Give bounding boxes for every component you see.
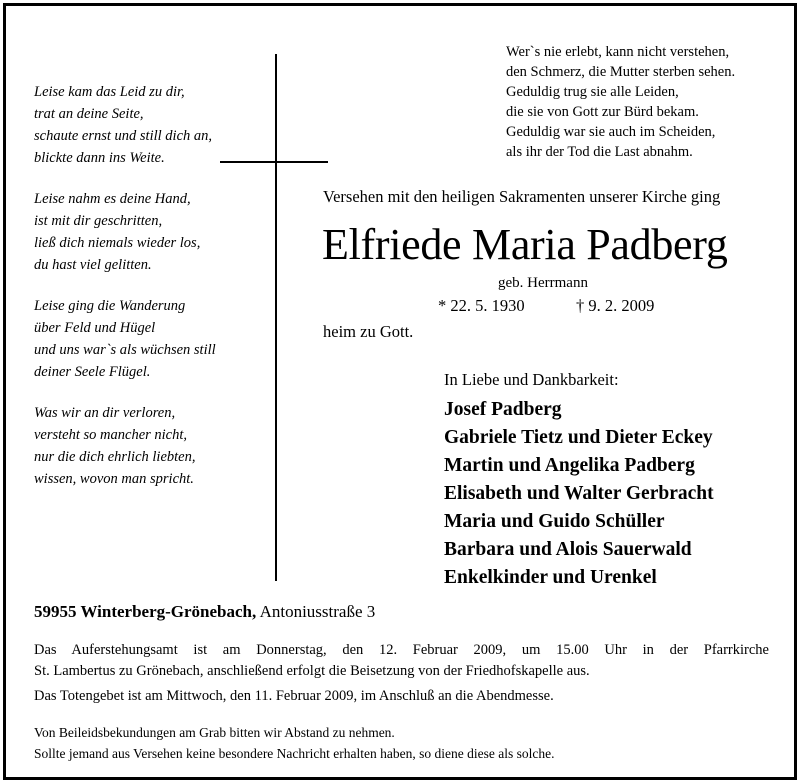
mourner-name: Barbara und Alois Sauerwald (444, 539, 692, 560)
home-line: heim zu Gott. (323, 322, 414, 341)
closing-line: Sollte jemand aus Versehen keine besondere Nachricht erhalten haben, so diene diese als solche. (34, 746, 555, 761)
funeral-line: St. Lambertus zu Grönebach, anschließend erfolgt die Beisetzung von der Friedhofskapelle aus. (34, 663, 590, 679)
obituary-notice (3, 3, 797, 780)
death-date: † 9. 2. 2009 (576, 296, 655, 315)
memorial-quote (506, 42, 796, 162)
gratitude-line: In Liebe und Dankbarkeit: (444, 370, 619, 389)
poem-line: trat an deine Seite, (34, 106, 144, 122)
poem-line: ließ dich niemals wieder los, (34, 235, 201, 251)
poem-stanza-3 (34, 295, 284, 383)
address-place: 59955 Winterberg-Grönebach, (34, 602, 257, 621)
cross-icon-vertical (275, 54, 277, 581)
poem-stanza-4 (34, 402, 284, 490)
poem-line: schaute ernst und still dich an, (34, 128, 213, 144)
quote-line: Wer`s nie erlebt, kann nicht verstehen, (506, 44, 730, 60)
mourner-name: Maria und Guido Schüller (444, 511, 665, 532)
quote-line: die sie von Gott zur Bürd bekam. (506, 104, 699, 120)
poem-line: Leise ging die Wanderung (34, 298, 186, 314)
poem-line: du hast viel gelitten. (34, 257, 152, 273)
poem-line: Leise nahm es deine Hand, (34, 191, 191, 207)
cross-icon-horizontal (220, 161, 328, 163)
poem-line: blickte dann ins Weite. (34, 150, 165, 166)
maiden-name: geb. Herrmann (498, 275, 588, 291)
poem-stanza-2 (34, 188, 284, 276)
poem-stanza-1 (34, 81, 284, 169)
poem-line: ist mit dir geschritten, (34, 213, 163, 229)
mourner-name: Enkelkinder und Urenkel (444, 567, 657, 588)
poem-line: deiner Seele Flügel. (34, 364, 151, 380)
mourner-name: Martin und Angelika Padberg (444, 455, 695, 476)
poem-line: versteht so mancher nicht, (34, 427, 188, 443)
poem-line: Was wir an dir verloren, (34, 405, 176, 421)
closing-notes (34, 722, 554, 764)
poem-line: nur die dich ehrlich liebten, (34, 449, 196, 465)
quote-line: als ihr der Tod die Last abnahm. (506, 144, 693, 160)
closing-line: Von Beileidsbekundungen am Grab bitten wir Abstand zu nehmen. (34, 725, 395, 740)
funeral-line: Das Auferstehungsamt ist am Donnerstag, den 12. Februar 2009, um 15.00 Uhr in der Pfarrkirche (34, 642, 769, 658)
poem-line: über Feld und Hügel (34, 320, 156, 336)
quote-line: Geduldig war sie auch im Scheiden, (506, 124, 716, 140)
poem-line: wissen, wovon man spricht. (34, 471, 194, 487)
birth-date: * 22. 5. 1930 (438, 296, 525, 315)
quote-line: Geduldig trug sie alle Leiden, (506, 84, 679, 100)
mourner-name: Gabriele Tietz und Dieter Eckey (444, 427, 713, 448)
funeral-info (34, 640, 769, 682)
deceased-name: Elfriede Maria Padberg (322, 220, 728, 269)
mourner-name: Josef Padberg (444, 399, 562, 420)
poem-line: und uns war`s als wüchsen still (34, 342, 216, 358)
prayer-info: Das Totengebet ist am Mittwoch, den 11. Februar 2009, im Anschluß an die Abendmesse. (34, 688, 554, 704)
poem-line: Leise kam das Leid zu dir, (34, 84, 185, 100)
mourner-name: Elisabeth und Walter Gerbracht (444, 483, 714, 504)
sacrament-line: Versehen mit den heiligen Sakramenten unserer Kirche ging (323, 187, 721, 206)
quote-line: den Schmerz, die Mutter sterben sehen. (506, 64, 736, 80)
address-street: Antoniusstraße 3 (259, 602, 376, 621)
family-address (34, 602, 375, 622)
mourners-list (444, 396, 714, 592)
